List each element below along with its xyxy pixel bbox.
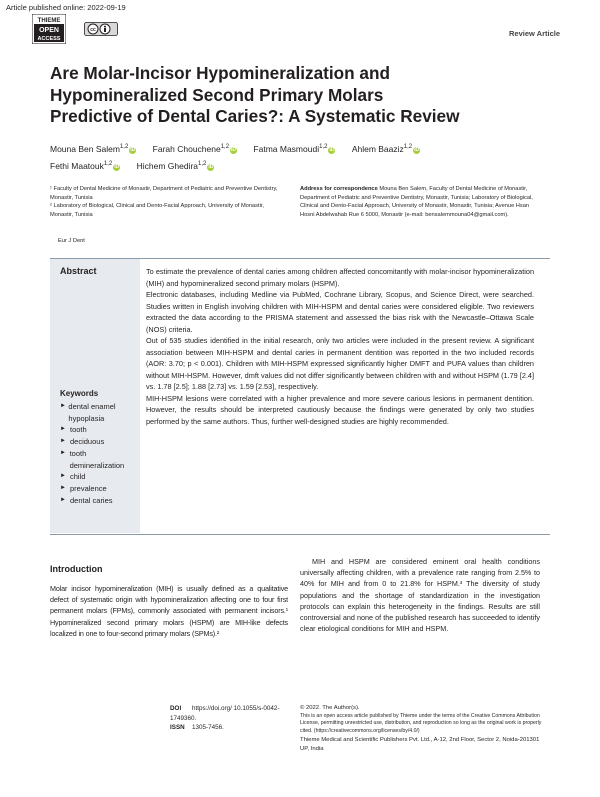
intro-column-left: [50, 583, 288, 639]
keyword-list: [60, 401, 140, 506]
keyword-item[interactable]: ► child: [60, 472, 86, 482]
svg-text:cc: cc: [90, 27, 96, 33]
author-6: Hichem Ghedira$^{1,2}$ iD: [136, 160, 214, 171]
abstract-methods: Electronic databases, including Medline via PubMed, Cochrane Library, Scopus, and Science Direct, were searched. Studies written in English involving children with MIH-HSPM and dental caries were considered eligible. Two reviewers extracted the data according to the PRISMA statement and assessed the bias risk with the Newcastle–Ottawa Scale (NOS) criteria.: [146, 290, 534, 334]
affiliation-2: ² Laboratory of Biological, Clinical and Dento-Facial Approach, University of Monastir, Monastir, Tunisia: [50, 203, 265, 218]
keyword-item[interactable]: ► prevalence: [60, 483, 107, 493]
author-list: [50, 140, 510, 174]
issn-value: 1305-7456.: [192, 724, 224, 731]
thieme-open-access-logo[interactable]: [32, 14, 66, 44]
orcid-icon[interactable]: iD: [208, 163, 214, 170]
author-1: Mouna Ben Salem$^{1,2}$ iD: [50, 143, 136, 154]
copyright: © 2022. The Author(s).: [300, 705, 360, 711]
affiliations: [50, 185, 280, 219]
logo-access-text: ACCESS: [37, 36, 61, 42]
intro-paragraph-2: MIH and HSPM are considered eminent oral health conditions universally affecting children, with a prevalence rate ranging from 2.5% to 40% for MIH and from 0 to 21.8% for HSPM.³ The diversity of study populations and the shortage of standardization in the investigation protocols can explain this heterogeneity in the findings. Results are still controversial and none of the published research has succeeded to identify clear etiological conditions for MIH and HSPM.: [300, 557, 540, 634]
abstract-text: [146, 266, 534, 427]
author-4: Ahlem Baaziz$^{1,2}$ iD: [351, 143, 420, 154]
abstract-results: Out of 535 studies identified in the initial research, only two articles were included in the present review. A significant association between MIH-HSPM and dental caries in permanent dentition was reported in the two included records (AOR: 3.70; p < 0.001). Children with MIH-HSPM expressed significantly higher DMFT and PUFA values than children without MIH-HSPM. However, dmft values did not differ significantly between children with and without HSPM (1.79 [2.4] vs. 1.78 [2.5]; 1.88 [2.73] vs. 1.59 [2.53], respectively.: [146, 336, 534, 391]
correspondence-label: Address for correspondence: [300, 186, 378, 192]
orcid-icon[interactable]: iD: [114, 163, 120, 170]
author-3: Fatma Masmoudi$^{1,2}$ iD: [253, 143, 335, 154]
arrow-icon: ►: [60, 484, 66, 491]
affiliation-1: ¹ Faculty of Dental Medicine of Monastir, Department of Pediatric and Preventive Dentistry, Monastir, Tunisia: [50, 186, 278, 201]
intro-paragraph-1: Molar incisor hypomineralization (MIH) is usually defined as a qualitative defect of systematic origin with hypomineralization affecting one to four first permanent molars (FPMs), commonly associated with permanent incisors.¹ Hypomineralized second primary molars (HSPM) are MIH-like defects localized in one to four-second primary molars (SPMs).²: [50, 584, 288, 638]
copyright-block: [300, 704, 550, 753]
doi-label: DOI: [170, 705, 182, 712]
arrow-icon: ►: [60, 438, 66, 445]
orcid-icon[interactable]: iD: [414, 146, 420, 153]
correspondence: [300, 185, 540, 219]
arrow-icon: ►: [60, 403, 66, 409]
keyword-item[interactable]: ► dental caries: [60, 495, 113, 505]
keyword-item[interactable]: ► deciduous: [60, 437, 105, 447]
arrow-icon: ►: [60, 449, 66, 456]
abstract-objective: To estimate the prevalence of dental caries among children affected concomitantly with molar-incisor hypomineralization (MIH) and hypomineralized second primary molars (HSPM).: [146, 267, 534, 288]
journal-name: Eur J Dent: [58, 238, 85, 244]
article-title: Are Molar-Incisor Hypomineralization and Hypomineralized Second Primary Molars Predictive of Dental Caries?: A Systematic Review: [50, 63, 460, 126]
keywords-heading: Keywords: [60, 389, 99, 398]
correspondence-text: Mouna Ben Salem, Faculty of Dental Medicine of Monastir, Department of Pediatric and Preventive Dentistry, Monastir, Tunisia; Laboratory of Biological, Clinical and Dento-Facial Approach, University of Monastir, Monastir, Tunisia; Avenue Hsan Hosni Abdelwahab Rue 6 5000, Monastir (e-mail: bensalemmouna04@gmail.com).: [300, 186, 533, 218]
issn-label: ISSN: [170, 724, 185, 731]
author-2: Farah Chouchene$^{1,2}$ iD: [152, 143, 237, 154]
article-identifiers: [170, 704, 290, 733]
article-type: Review Article: [509, 29, 560, 38]
keyword-item[interactable]: ► tooth: [60, 425, 87, 435]
doi-link[interactable]: https://doi.org/ 10.1055/s-0042-1749360.: [170, 705, 280, 722]
arrow-icon: ►: [60, 496, 66, 503]
arrow-icon: ►: [60, 473, 66, 480]
introduction-heading: Introduction: [50, 564, 103, 574]
author-5: Fethi Maatouk$^{1,2}$ iD: [50, 160, 120, 171]
license-text[interactable]: This is an open access article published by Thieme under the terms of the Creative Commons Attribution License, permitting unrestricted use, distribution, and reproduction so long as the original work is properly cited. (https://creativecommons.org/licenses/by/4.0/): [300, 712, 542, 735]
intro-column-right: [300, 556, 540, 634]
arrow-icon: ►: [60, 426, 66, 433]
keyword-item[interactable]: ► tooth demineralization: [60, 448, 125, 470]
keyword-item[interactable]: ► dental enamel hypoplasia: [60, 402, 116, 423]
orcid-icon[interactable]: iD: [329, 146, 335, 153]
orcid-icon[interactable]: iD: [231, 146, 237, 153]
published-date: Article published online: 2022-09-19: [6, 3, 126, 12]
logo-open-text: OPEN: [39, 27, 59, 34]
orcid-icon[interactable]: iD: [130, 146, 136, 153]
creative-commons-icon[interactable]: [84, 22, 118, 36]
abstract-conclusion: MIH-HSPM lesions were correlated with a higher prevalence and more severe carious lesions in permanent dentition. However, the results should be interpreted cautiously because the findings were generated by only two studies performed by the same authors. Thus, further well-designed studies are highly recommended.: [146, 393, 534, 426]
logo-thieme-text: THIEME: [37, 18, 61, 24]
abstract-heading: Abstract: [60, 266, 97, 276]
publisher-info: Thieme Medical and Scientific Publishers Pvt. Ltd., A-12, 2nd Floor, Sector 2, Noida-201301 UP, India: [300, 736, 540, 752]
